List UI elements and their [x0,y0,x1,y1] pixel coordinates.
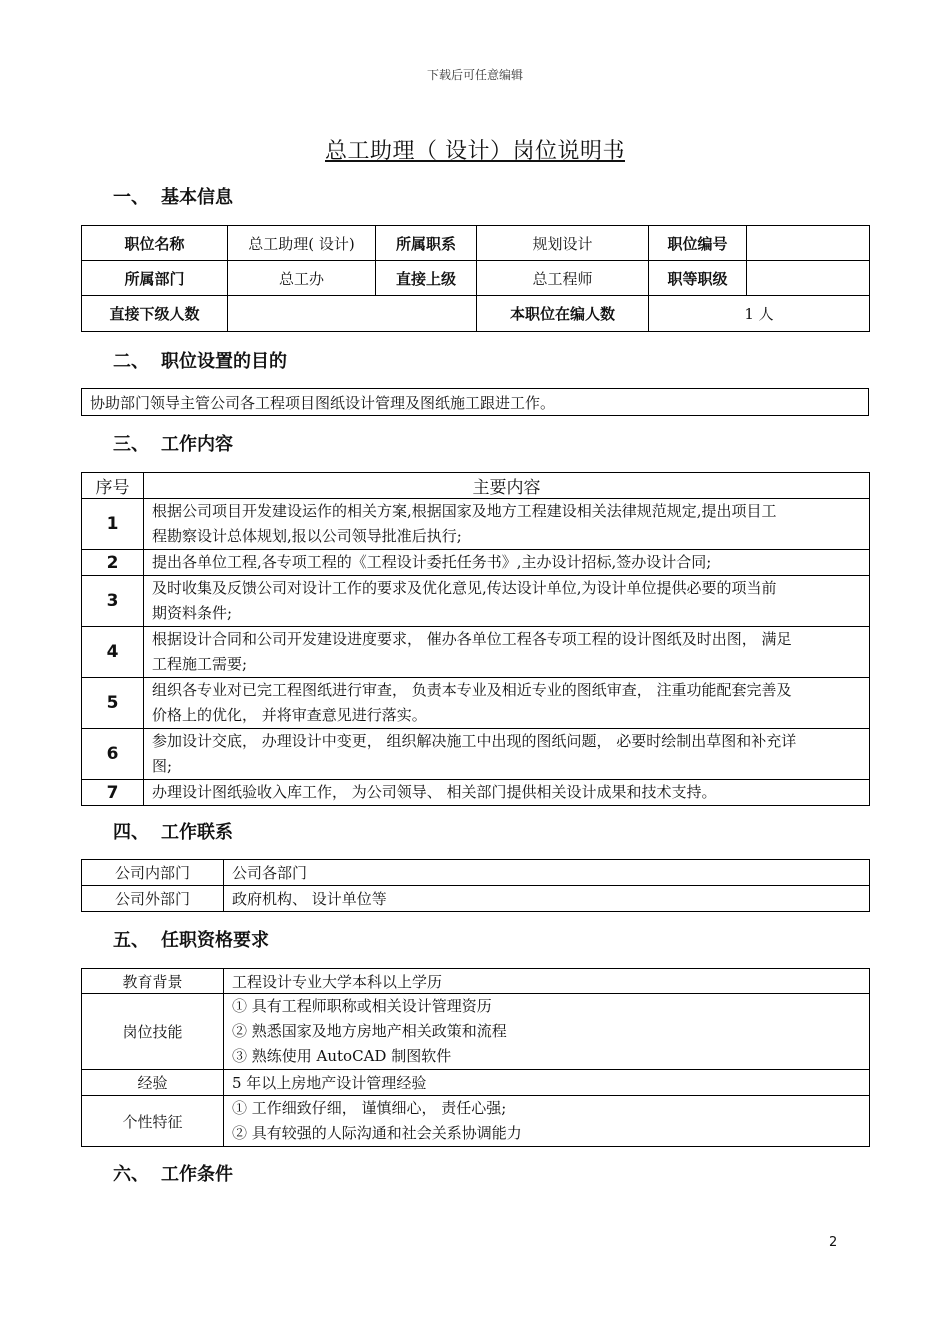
row-number: 2 [82,550,144,576]
external-relations-value: 政府机构、 设计单位等 [224,886,870,912]
position-name-label: 职位名称 [82,226,228,261]
section-number: 六、 [113,1164,149,1185]
header-note: 下载后可任意编辑 [426,68,523,82]
table-row [82,261,870,296]
trait-item: ① 工作细致仔细， 谨慎细心， 责任心强; [232,1099,507,1117]
section-number: 一、 [113,187,149,208]
row-number: 6 [82,729,144,780]
row-content [144,780,870,806]
relations-table [81,859,870,912]
qualifications-table [81,968,870,1147]
table-row [82,780,870,806]
basic-info-table [81,225,870,332]
content-line: 图; [152,757,173,775]
content-line: 程勘察设计总体规划,报以公司领导批准后执行; [152,527,462,545]
table-row [82,886,870,912]
table-row [82,860,870,886]
position-code-value [747,226,870,261]
education-label: 教育背景 [82,969,224,994]
content-line: 及时收集及反馈公司对设计工作的要求及优化意见,传达设计单位,为设计单位提供必要的项当前 [152,579,777,597]
subordinates-value [228,296,477,332]
table-row [82,969,870,994]
section-number: 二、 [113,351,149,372]
skill-item: ① 具有工程师职称或相关设计管理资历 [232,997,492,1015]
grade-label: 职等职级 [649,261,747,296]
position-code-label: 职位编号 [649,226,747,261]
grade-value [747,261,870,296]
row-content [144,627,870,678]
row-content [144,499,870,550]
experience-value: 5 年以上房地产设计管理经验 [224,1070,870,1096]
table-row [82,576,870,627]
table-header-row [82,473,870,499]
headcount-value: 1 人 [649,296,870,332]
content-line: 工程施工需要; [152,655,248,673]
content-line: 组织各专业对已完工程图纸进行审查， 负责本专业及相近专业的图纸审查， 注重功能配套完善及 [152,681,792,699]
skill-item: ② 熟悉国家及地方房地产相关政策和流程 [232,1022,507,1040]
row-number: 4 [82,627,144,678]
trait-item: ② 具有较强的人际沟通和社会关系协调能力 [232,1124,522,1142]
section-title: 工作条件 [161,1164,233,1185]
table-row [82,499,870,550]
table-row [82,729,870,780]
education-value: 工程设计专业大学本科以上学历 [224,969,870,994]
department-value: 总工办 [228,261,376,296]
row-number: 3 [82,576,144,627]
purpose-table [81,388,869,416]
row-content [144,576,870,627]
table-row [82,296,870,332]
section-heading-conditions [113,1160,233,1186]
section-title: 任职资格要求 [161,930,269,951]
job-family-label: 所属职系 [376,226,477,261]
content-line: 价格上的优化， 并将审查意见进行落实。 [152,706,427,724]
row-number: 5 [82,678,144,729]
column-header-content: 主要内容 [144,473,870,499]
section-number: 三、 [113,434,149,455]
table-row [82,1070,870,1096]
section-title: 工作联系 [161,822,233,843]
skills-value [224,994,870,1070]
purpose-text: 协助部门领导主管公司各工程项目图纸设计管理及图纸施工跟进工作。 [82,389,869,416]
row-number: 1 [82,499,144,550]
content-line: 根据公司项目开发建设运作的相关方案,根据国家及地方工程建设相关法律规范规定,提出项目工 [152,502,777,520]
headcount-label: 本职位在编人数 [477,296,649,332]
section-heading-purpose [113,347,287,373]
skills-label: 岗位技能 [82,994,224,1070]
supervisor-value: 总工程师 [477,261,649,296]
page-number: 2 [829,1235,838,1250]
traits-label: 个性特征 [82,1096,224,1147]
section-title: 工作内容 [161,434,233,455]
table-row [82,678,870,729]
department-label: 所属部门 [82,261,228,296]
content-line: 参加设计交底， 办理设计中变更， 组织解决施工中出现的图纸问题， 必要时绘制出草图和补充详 [152,732,797,750]
section-title: 基本信息 [161,187,233,208]
row-content [144,678,870,729]
section-heading-qualifications [113,926,269,952]
section-number: 五、 [113,930,149,951]
supervisor-label: 直接上级 [376,261,477,296]
section-title: 职位设置的目的 [161,351,287,372]
position-name-value: 总工助理( 设计) [228,226,376,261]
section-heading-relations [113,818,233,844]
work-content-table [81,472,870,806]
table-row [82,226,870,261]
table-row [82,1096,870,1147]
subordinates-label: 直接下级人数 [82,296,228,332]
section-heading-work-content [113,430,233,456]
section-heading-basic-info [113,183,233,209]
traits-value [224,1096,870,1147]
document-title: 总工助理（ 设计）岗位说明书 [325,139,625,164]
internal-relations-value: 公司各部门 [224,860,870,886]
column-header-index: 序号 [82,473,144,499]
external-relations-label: 公司外部门 [82,886,224,912]
row-content [144,550,870,576]
row-content [144,729,870,780]
table-row [82,627,870,678]
experience-label: 经验 [82,1070,224,1096]
table-row [82,389,869,416]
row-number: 7 [82,780,144,806]
content-line: 期资料条件; [152,604,233,622]
content-line: 提出各单位工程,各专项工程的《工程设计委托任务书》,主办设计招标,签办设计合同; [152,553,712,571]
table-row [82,550,870,576]
job-family-value: 规划设计 [477,226,649,261]
content-line: 根据设计合同和公司开发建设进度要求， 催办各单位工程各专项工程的设计图纸及时出图， 满足 [152,630,792,648]
section-number: 四、 [113,822,149,843]
skill-item: ③ 熟练使用 AutoCAD 制图软件 [232,1047,452,1065]
content-line: 办理设计图纸验收入库工作， 为公司领导、 相关部门提供相关设计成果和技术支持。 [152,783,717,801]
internal-relations-label: 公司内部门 [82,860,224,886]
table-row [82,994,870,1070]
